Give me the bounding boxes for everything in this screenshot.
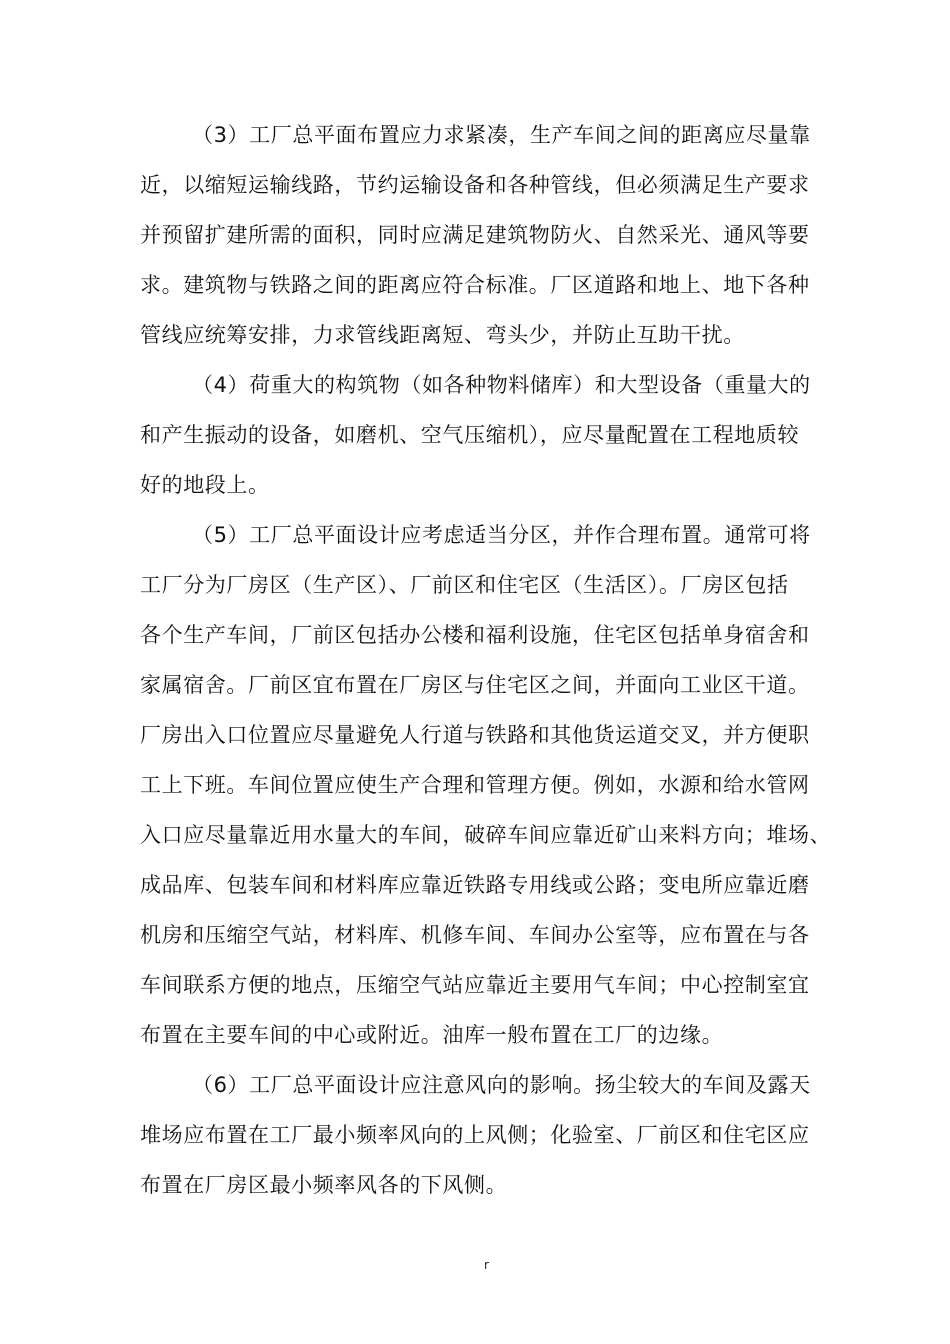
page-footer-mark: r	[484, 1258, 489, 1272]
text-line: 求。建筑物与铁路之间的距离应符合标准。厂区道路和地上、地下各种	[140, 273, 810, 297]
text-line: 并预留扩建所需的面积，同时应满足建筑物防火、自然采光、通风等要	[140, 223, 810, 247]
text-line: 厂房出入口位置应尽量避免人行道与铁路和其他货运道交叉，并方便职	[140, 723, 810, 747]
text-line: 布置在主要车间的中心或附近。油库一般布置在工厂的边缘。	[140, 1023, 724, 1047]
text-line: 车间联系方便的地点，压缩空气站应靠近主要用气车间；中心控制室宜	[140, 973, 810, 997]
text-line: （3）工厂总平面布置应力求紧凑，生产车间之间的距离应尽量靠	[192, 123, 811, 147]
text-line: 家属宿舍。厂前区宜布置在厂房区与住宅区之间，并面向工业区干道。	[140, 673, 810, 697]
text-line: 成品库、包装车间和材料库应靠近铁路专用线或公路；变电所应靠近磨	[140, 873, 810, 897]
text-line: 好的地段上。	[140, 473, 270, 497]
text-line: 工上下班。车间位置应使生产合理和管理方便。例如，水源和给水管网	[140, 773, 810, 797]
text-line: （6）工厂总平面设计应注意风向的影响。扬尘较大的车间及露天	[192, 1073, 811, 1097]
text-line: 和产生振动的设备，如磨机、空气压缩机），应尽量配置在工程地质较	[140, 423, 800, 447]
text-line: 工厂分为厂房区（生产区）、厂前区和住宅区（生活区）。厂房区包括	[140, 573, 789, 597]
text-line: 近，以缩短运输线路，节约运输设备和各种管线，但必须满足生产要求	[140, 173, 810, 197]
text-line: 各个生产车间，厂前区包括办公楼和福利设施，住宅区包括单身宿舍和	[140, 623, 810, 647]
text-line: （4）荷重大的构筑物（如各种物料储库）和大型设备（重量大的	[192, 373, 811, 397]
text-line: 布置在厂房区最小频率风各的下风侧。	[140, 1173, 508, 1197]
text-line: 堆场应布置在工厂最小频率风向的上风侧；化验室、厂前区和住宅区应	[140, 1123, 810, 1147]
text-line: 管线应统筹安排，力求管线距离短、弯头少，并防止互助干扰。	[140, 323, 745, 347]
text-line: 入口应尽量靠近用水量大的车间，破碎车间应靠近矿山来料方向；堆场、	[140, 823, 832, 847]
text-line: （5）工厂总平面设计应考虑适当分区，并作合理布置。通常可将	[192, 523, 811, 547]
text-line: 机房和压缩空气站，材料库、机修车间、车间办公室等，应布置在与各	[140, 923, 810, 947]
